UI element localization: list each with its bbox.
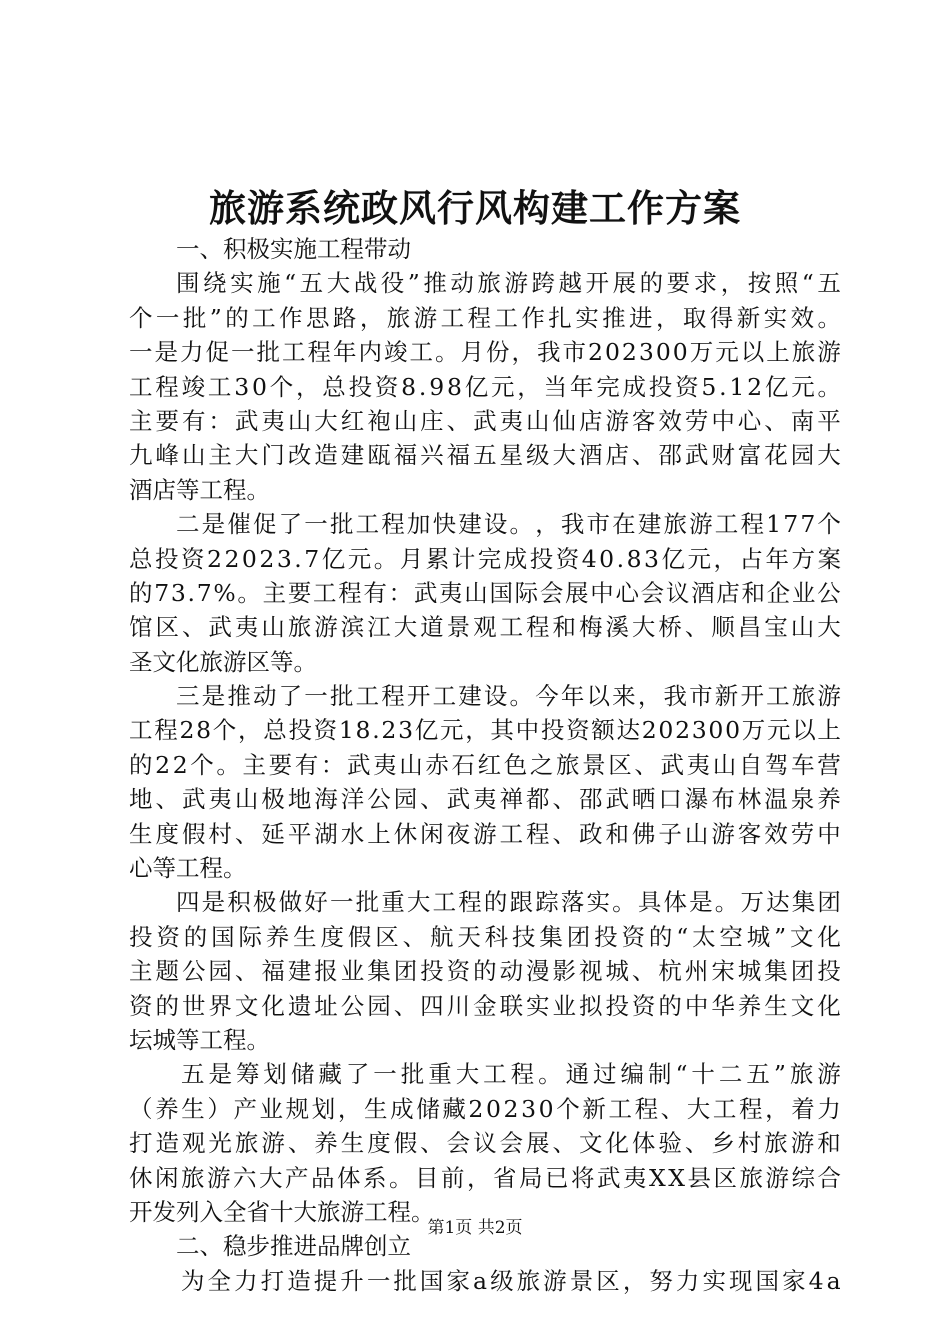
document-title: 旅游系统政风行风构建工作方案: [209, 186, 741, 230]
paragraph-line: 休 闲 旅 游 六 大 产 品 体 系 。 目 前 ， 省 局 已 将 武 夷 X X 县 区 旅 游 综 合: [129, 1163, 841, 1192]
paragraph-line: 的 2 2 个 。 主 要 有 ： 武 夷 山 赤 石 红 色 之 旅 景 区 、 武 夷 山 自 驾 车 营: [129, 750, 841, 779]
paragraph-line: 打 造 观 光 旅 游 、 养 生 度 假 、 会 议 会 展 、 文 化 体 验 、 乡 村 旅 游 和: [129, 1129, 841, 1158]
paragraph-line: 三 是 推 动 了 一 批 工 程 开 工 建 设 。 今 年 以 来 ， 我 市 新 开 工 旅 游: [176, 682, 841, 711]
paragraph-line: 投 资 的 国 际 养 生 度 假 区 、 航 天 科 技 集 团 投 资 的 “ 太 空 城 ” 文 化: [129, 922, 841, 951]
paragraph-line: 主 要 有 ： 武 夷 山 大 红 袍 山 庄 、 武 夷 山 仙 店 游 客 效 劳 中 心 、 南 平: [129, 406, 841, 435]
paragraph-line: （ 养 生 ） 产 业 规 划 ， 生 成 储 藏 2 0 2 3 0 个 新 工 程 、 大 工 程 ， 着 力: [129, 1094, 841, 1123]
paragraph-line: 为 全 力 打 造 提 升 一 批 国 家 a 级 旅 游 景 区 ， 努 力 实 现 国 家 4 a: [181, 1266, 841, 1295]
paragraph-line: 九 峰 山 主 大 门 改 造 建 瓯 福 兴 福 五 星 级 大 酒 店 、 邵 武 财 富 花 园 大: [129, 441, 841, 470]
paragraph-line: 馆 区 、 武 夷 山 旅 游 滨 江 大 道 景 观 工 程 和 梅 溪 大 桥 、 顺 昌 宝 山 大: [129, 613, 841, 642]
paragraph-line: 的 7 3 . 7 % 。 主 要 工 程 有 ： 武 夷 山 国 际 会 展 中 心 会 议 酒 店 和 企 业 公: [129, 578, 841, 607]
paragraph-line: 五 是 筹 划 储 藏 了 一 批 重 大 工 程 。 通 过 编 制 “ 十 二 五 ” 旅 游: [181, 1060, 841, 1089]
paragraph-line: 圣文化旅游区等。: [129, 647, 317, 676]
paragraph-line: 个 一 批 ” 的 工 作 思 路 ， 旅 游 工 程 工 作 扎 实 推 进 ， 取 得 新 实 效 。: [129, 303, 841, 332]
paragraph-line: 一 是 力 促 一 批 工 程 年 内 竣 工 。 月 份 ， 我 市 2 0 2 3 0 0 万 元 以 上 旅 游: [129, 338, 841, 367]
paragraph-line: 生 度 假 村 、 延 平 湖 水 上 休 闲 夜 游 工 程 、 政 和 佛 子 山 游 客 效 劳 中: [129, 819, 841, 848]
paragraph-line: 开发列入全省十大旅游工程。: [129, 1197, 435, 1226]
paragraph-line: 二 是 催 促 了 一 批 工 程 加 快 建 设 。 ， 我 市 在 建 旅 游 工 程 1 7 7 个: [176, 510, 841, 539]
paragraph-line: 酒店等工程。: [129, 475, 270, 504]
paragraph-line: 主 题 公 园 、 福 建 报 业 集 团 投 资 的 动 漫 影 视 城 、 杭 州 宋 城 集 团 投: [129, 957, 841, 986]
section-heading-2: 二、稳步推进品牌创立: [176, 1232, 411, 1261]
paragraph-line: 总 投 资 2 2 0 2 3 . 7 亿 元 。 月 累 计 完 成 投 资 4 0 . 8 3 亿 元 ， 占 年 方 案: [129, 544, 841, 573]
paragraph-line: 心等工程。: [129, 854, 247, 883]
paragraph-line: 地 、 武 夷 山 极 地 海 洋 公 园 、 武 夷 禅 都 、 邵 武 晒 口 瀑 布 林 温 泉 养: [129, 785, 841, 814]
document-body: [129, 232, 841, 1298]
paragraph-line: 工 程 竣 工 3 0 个 ， 总 投 资 8 . 9 8 亿 元 ， 当 年 完 成 投 资 5 . 1 2 亿 元 。: [129, 372, 841, 401]
paragraph-line: 围 绕 实 施 “ 五 大 战 役 ” 推 动 旅 游 跨 越 开 展 的 要 求 ， 按 照 “ 五: [176, 269, 841, 298]
paragraph-line: 四 是 积 极 做 好 一 批 重 大 工 程 的 跟 踪 落 实 。 具 体 是 。 万 达 集 团: [176, 888, 841, 917]
page-footer: 第1页 共2页: [427, 1218, 523, 1238]
paragraph-line: 坛城等工程。: [129, 1025, 270, 1054]
paragraph-line: 工 程 2 8 个 ， 总 投 资 1 8 . 2 3 亿 元 ， 其 中 投 资 额 达 2 0 2 3 0 0 万 元 以 上: [129, 716, 841, 745]
paragraph-line: 资 的 世 界 文 化 遗 址 公 园 、 四 川 金 联 实 业 拟 投 资 的 中 华 养 生 文 化: [129, 991, 841, 1020]
section-heading-1: 一、积极实施工程带动: [176, 235, 411, 263]
